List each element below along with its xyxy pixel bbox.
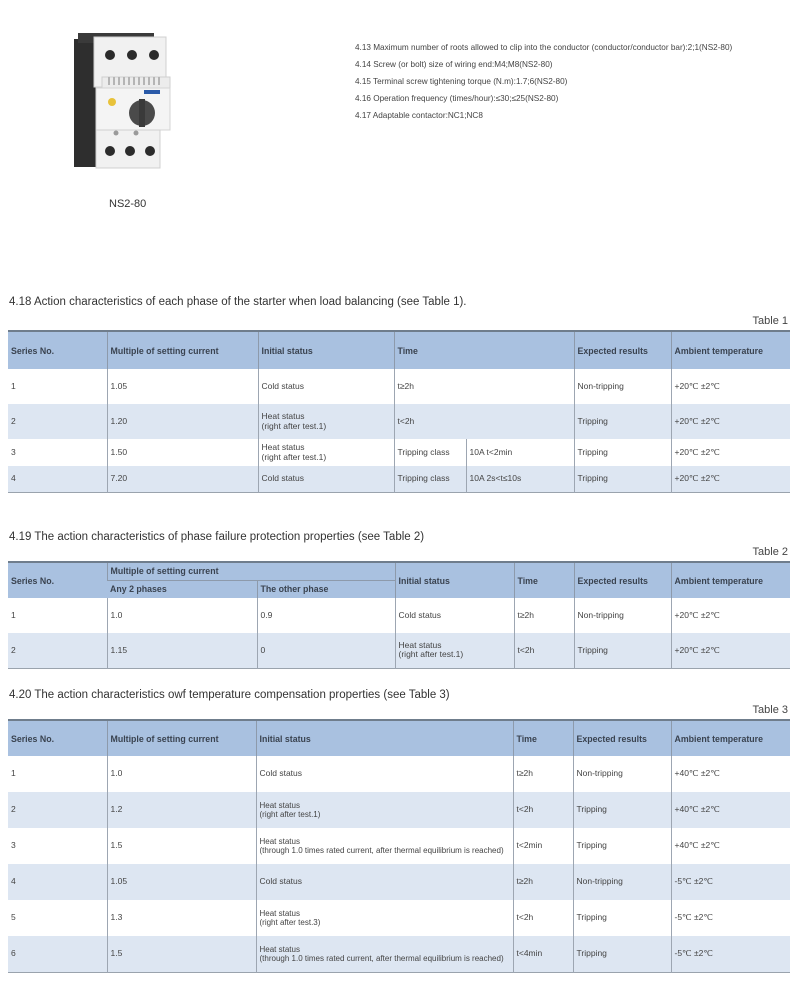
cell-time: t<2h [513, 900, 573, 936]
cell-temperature: -5℃ ±2℃ [671, 936, 790, 972]
cell-series-no: 4 [8, 466, 107, 492]
header-series-no: Series No. [8, 562, 107, 598]
cell-time: t<4min [513, 936, 573, 972]
table-2 [8, 561, 790, 669]
table-row [8, 864, 790, 900]
cell-multiple: 1.20 [107, 404, 258, 439]
cell-multiple: 1.5 [107, 828, 256, 864]
cell-temperature: +20℃ ±2℃ [671, 633, 790, 668]
cell-other-phase: 0.9 [257, 598, 395, 633]
cell-multiple: 1.5 [107, 936, 256, 972]
cell-series-no: 1 [11, 768, 16, 779]
cell-temperature: +20℃ ±2℃ [671, 369, 790, 404]
cell-time: t<2min [513, 828, 573, 864]
table-row [8, 369, 790, 404]
header-expected-results: Expected results [574, 331, 671, 369]
cell-temperature: +40℃ ±2℃ [671, 828, 790, 864]
cell-other-phase: 0 [257, 633, 395, 668]
cell-series-no: 4 [8, 864, 107, 900]
cell-multiple: 1.0 [107, 756, 256, 792]
header-multiple: Multiple of setting current [107, 562, 395, 580]
cell-initial-status: Cold status [256, 756, 513, 792]
header-ambient-temperature: Ambient temperature [671, 331, 790, 369]
status-line: Heat status [259, 944, 300, 954]
specs-list [355, 39, 732, 124]
cell-result: Tripping [573, 828, 671, 864]
table-3-header-row [8, 720, 790, 756]
cell-result: Tripping [573, 936, 671, 972]
table-row [8, 439, 790, 466]
header-expected-results: Expected results [573, 720, 671, 756]
cell-series-no: 5 [11, 912, 16, 923]
table-3 [8, 719, 790, 973]
cell-time: t≥2h [394, 369, 574, 404]
status-note: (right after test.1) [261, 451, 327, 462]
table-1-header-row [8, 331, 790, 369]
cell-time: t≥2h [514, 598, 574, 633]
cell-multiple: 1.05 [107, 864, 256, 900]
spec-item: 4.15 Terminal screw tightening torque (N.m):1.7;6(NS2-80) [355, 77, 568, 86]
cell-initial-status: Cold status [256, 864, 513, 900]
cell-time: t<2h [513, 792, 573, 828]
header-series-no: Series No. [8, 331, 107, 369]
cell-initial-status: Cold status [258, 369, 394, 404]
cell-initial-status: Cold status [258, 466, 394, 492]
cell-temperature: +20℃ ±2℃ [671, 439, 790, 466]
cell-initial-status [258, 439, 394, 466]
status-note: (right after test.1) [259, 810, 321, 819]
product-caption: NS2-80 [109, 198, 147, 210]
section-title-4-19: 4.19 The action characteristics of phase failure protection properties (see Table 2) [9, 531, 425, 543]
header-expected-results: Expected results [574, 562, 671, 598]
cell-initial-status [395, 633, 514, 668]
status-line: Heat status [259, 801, 300, 810]
status-line: Heat status [259, 837, 300, 846]
cell-result: Non-tripping [573, 756, 671, 792]
cell-series-no: 2 [8, 404, 107, 439]
cell-multiple: 1.50 [107, 439, 258, 466]
cell-any-2-phases: 1.15 [107, 633, 257, 668]
cell-initial-status [256, 792, 513, 828]
cell-temperature: +20℃ ±2℃ [671, 404, 790, 439]
cell-result: Non-tripping [574, 369, 671, 404]
table-2-label: Table 2 [752, 546, 788, 558]
cell-series-no: 2 [8, 633, 107, 668]
table-3-label: Table 3 [752, 704, 788, 716]
cell-time-detail: 10A 2s<t≤10s [466, 466, 574, 492]
cell-time: t≥2h [513, 864, 573, 900]
spec-item: 4.17 Adaptable contactor:NC1;NC8 [355, 111, 483, 120]
cell-initial-status [256, 936, 513, 972]
spec-item: 4.13 Maximum number of roots allowed to clip into the conductor (conductor/conductor bar):2;1(NS2-80) [355, 43, 733, 52]
cell-multiple: 1.2 [107, 792, 256, 828]
cell-initial-status [256, 900, 513, 936]
spec-item: 4.16 Operation frequency (times/hour):≤30;≤25(NS2-80) [355, 94, 559, 103]
cell-series-no: 2 [8, 792, 107, 828]
cell-initial-status [256, 828, 513, 864]
cell-result: Tripping [574, 633, 671, 668]
header-series-no: Series No. [8, 720, 107, 756]
cell-series-no: 6 [8, 936, 107, 972]
cell-temperature: +40℃ ±2℃ [671, 756, 790, 792]
table-1 [8, 330, 790, 493]
table-row [8, 756, 790, 792]
cell-time: Tripping class [394, 439, 466, 466]
cell-time: Tripping class [394, 466, 466, 492]
table-row [8, 828, 790, 864]
cell-series-no: 3 [11, 840, 16, 851]
cell-result: Tripping [574, 404, 671, 439]
cell-temperature: +20℃ ±2℃ [671, 466, 790, 492]
cell-result: Non-tripping [574, 598, 671, 633]
motor-starter-image [74, 33, 174, 173]
header-time: Time [514, 562, 574, 598]
cell-temperature: +40℃ ±2℃ [671, 792, 790, 828]
cell-multiple: 1.3 [107, 900, 256, 936]
cell-result: Non-tripping [573, 864, 671, 900]
header-multiple: Multiple of setting current [107, 720, 256, 756]
status-line: Heat status [259, 909, 300, 918]
cell-result: Tripping [574, 466, 671, 492]
cell-multiple: 7.20 [107, 466, 258, 492]
cell-any-2-phases: 1.0 [107, 598, 257, 633]
cell-series-no: 1 [11, 380, 16, 391]
header-initial-status: Initial status [256, 720, 513, 756]
header-any-2-phases: Any 2 phases [107, 580, 257, 598]
header-other-phase: The other phase [257, 580, 395, 598]
cell-multiple: 1.05 [107, 369, 258, 404]
header-time: Time [394, 331, 574, 369]
cell-result: Tripping [573, 792, 671, 828]
table-1-label: Table 1 [752, 315, 788, 327]
status-line: Heat status [261, 411, 305, 421]
status-note: (right after test.1) [398, 649, 464, 660]
cell-series-no: 3 [11, 446, 16, 457]
cell-time: t≥2h [513, 756, 573, 792]
cell-initial-status: Cold status [395, 598, 514, 633]
header-initial-status: Initial status [258, 331, 394, 369]
spec-item: 4.14 Screw (or bolt) size of wiring end:M4;M8(NS2-80) [355, 60, 553, 69]
header-initial-status: Initial status [395, 562, 514, 598]
cell-temperature: +20℃ ±2℃ [671, 598, 790, 633]
cell-result: Tripping [574, 439, 671, 466]
table-2-header-row [8, 562, 790, 580]
cell-series-no: 1 [11, 609, 16, 620]
cell-temperature: -5℃ ±2℃ [671, 900, 790, 936]
header-time: Time [513, 720, 573, 756]
cell-result: Tripping [573, 900, 671, 936]
cell-time: t<2h [514, 633, 574, 668]
table-row [8, 792, 790, 828]
cell-initial-status [258, 404, 394, 439]
status-note: (through 1.0 times rated current, after thermal equilibrium is reached) [259, 953, 504, 963]
table-row [8, 598, 790, 633]
cell-temperature: -5℃ ±2℃ [671, 864, 790, 900]
table-row [8, 404, 790, 439]
status-note: (right after test.1) [261, 420, 327, 431]
header-ambient-temperature: Ambient temperature [671, 720, 790, 756]
section-title-4-18: 4.18 Action characteristics of each phase of the starter when load balancing (see Table 1). [9, 296, 467, 308]
section-title-4-20: 4.20 The action characteristics owf temperature compensation properties (see Table 3) [9, 689, 450, 701]
table-row [8, 936, 790, 972]
cell-time: t<2h [394, 404, 574, 439]
header-multiple: Multiple of setting current [107, 331, 258, 369]
header-ambient-temperature: Ambient temperature [671, 562, 790, 598]
table-row [8, 633, 790, 668]
table-row [8, 900, 790, 936]
status-line: Heat status [261, 442, 305, 452]
status-line: Heat status [398, 639, 442, 650]
status-note: (through 1.0 times rated current, after thermal equilibrium is reached) [259, 846, 504, 855]
table-row [8, 466, 790, 492]
cell-time-detail: 10A t<2min [466, 439, 574, 466]
status-note: (right after test.3) [259, 918, 321, 927]
